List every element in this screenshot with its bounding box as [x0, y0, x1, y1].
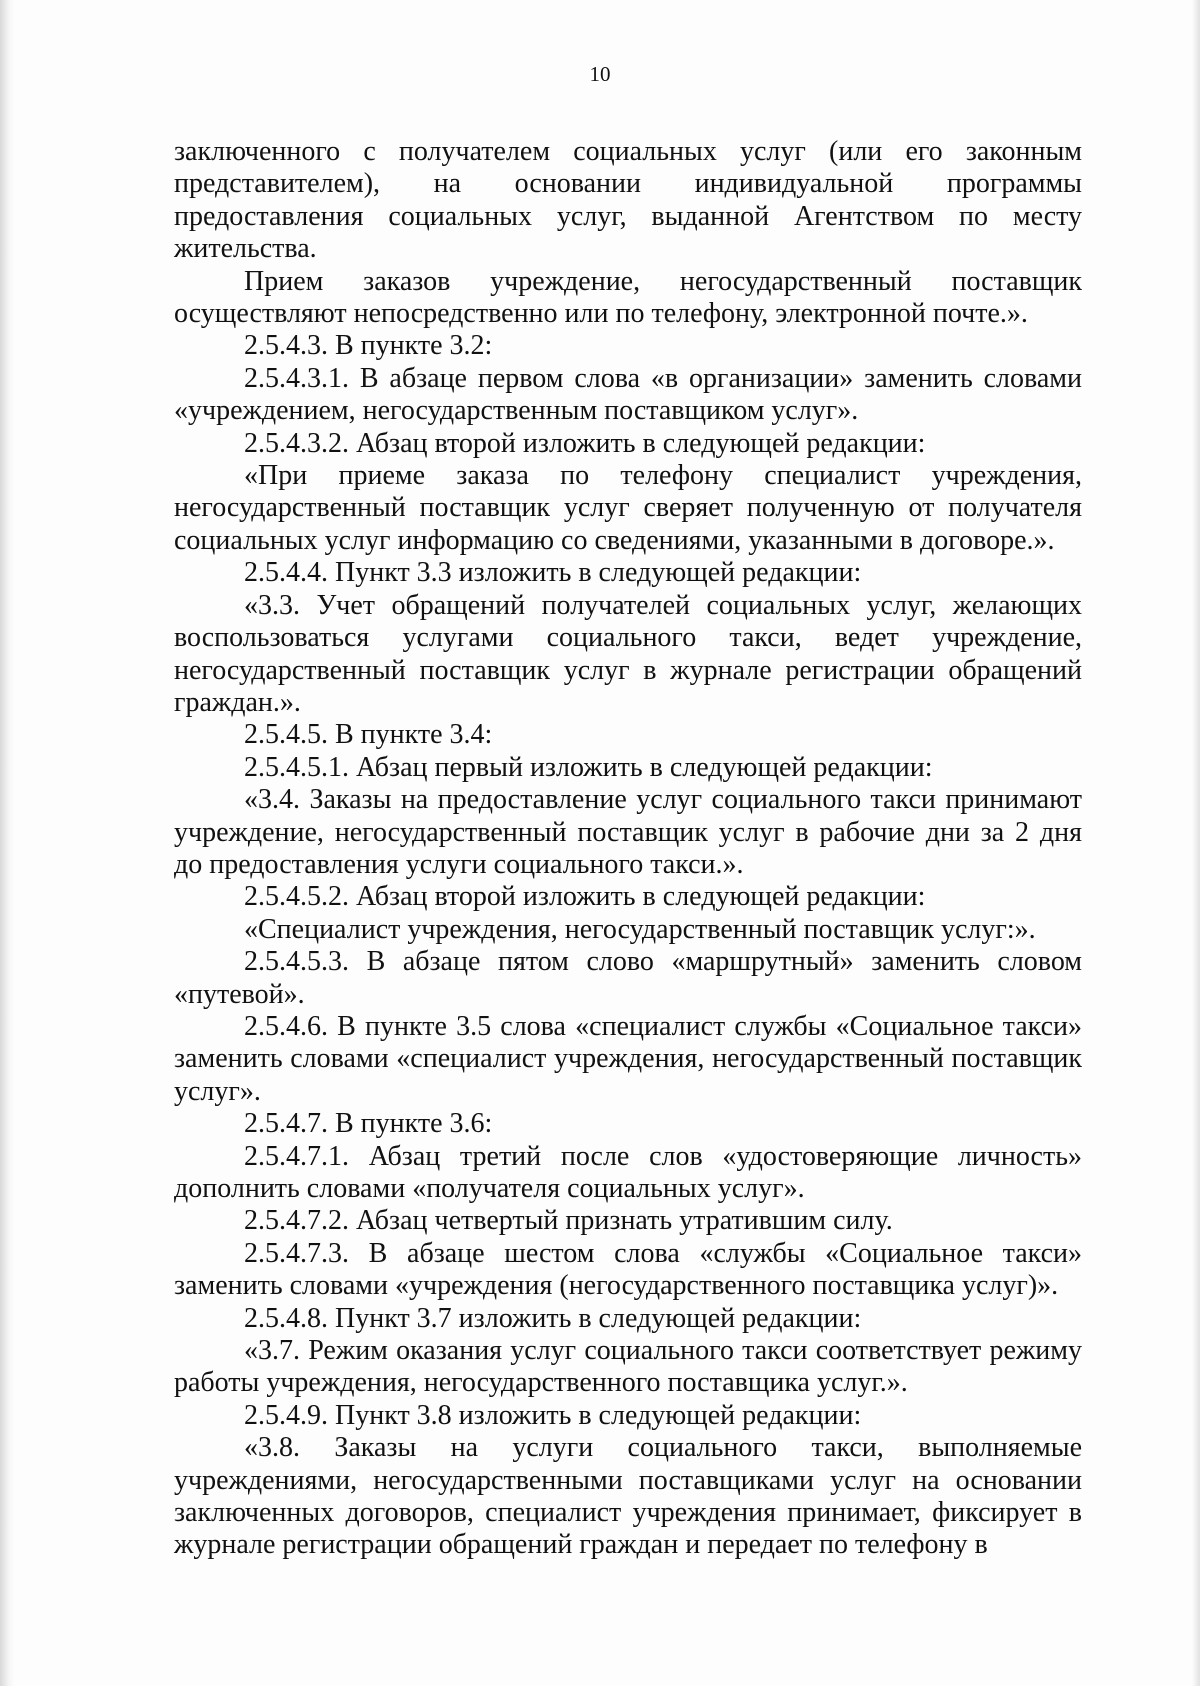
- paragraph: «3.4. Заказы на предоставление услуг социального такси принимают учреждение, негосударственный поставщик услуг в рабочие дни за 2 дня до предоставления услуги социального такси.».: [174, 784, 1082, 880]
- paragraph: заключенного с получателем социальных услуг (или его законным представителем), на основании индивидуальной программы предоставления социальных услуг, выданной Агентством по месту жительства.: [174, 136, 1082, 265]
- paragraph: 2.5.4.3.2. Абзац второй изложить в следующей редакции:: [244, 427, 926, 459]
- paragraph: 2.5.4.5.2. Абзац второй изложить в следующей редакции:: [244, 881, 926, 913]
- paragraph: 2.5.4.7. В пункте 3.6:: [244, 1108, 493, 1140]
- paragraph: «3.8. Заказы на услуги социального такси, выполняемые учреждениями, негосударственными поставщиками услуг на основании заключенных договоров, специалист учреждения принимает, фиксирует в журнале регистрации обращений граждан и передает по телефону в: [174, 1432, 1082, 1561]
- document-body: [174, 136, 1082, 1562]
- paragraph: 2.5.4.5.1. Абзац первый изложить в следующей редакции:: [244, 751, 933, 783]
- paragraph: 2.5.4.3. В пункте 3.2:: [244, 330, 493, 362]
- paragraph: 2.5.4.5. В пункте 3.4:: [244, 719, 493, 751]
- paragraph: 2.5.4.9. Пункт 3.8 изложить в следующей редакции:: [244, 1399, 862, 1431]
- paragraph: 2.5.4.7.1. Абзац третий после слов «удостоверяющие личность» дополнить словами «получателя социальных услуг».: [174, 1140, 1082, 1204]
- paragraph: 2.5.4.4. Пункт 3.3 изложить в следующей редакции:: [244, 557, 862, 589]
- paragraph: 2.5.4.7.2. Абзац четвертый признать утратившим силу.: [244, 1205, 893, 1237]
- paragraph: «3.3. Учет обращений получателей социальных услуг, желающих воспользоваться услугами социального такси, ведет учреждение, негосударственный поставщик услуг в журнале регистрации обращений граждан.».: [174, 589, 1082, 718]
- paragraph: 2.5.4.8. Пункт 3.7 изложить в следующей редакции:: [244, 1302, 862, 1334]
- paragraph: 2.5.4.7.3. В абзаце шестом слова «службы «Социальное такси» заменить словами «учреждения (негосударственного поставщика услуг)».: [174, 1237, 1082, 1302]
- page-number: 10: [589, 62, 611, 86]
- scan-edge-left: [0, 0, 14, 1686]
- paragraph: 2.5.4.6. В пункте 3.5 слова «специалист службы «Социальное такси» заменить словами «специалист учреждения, негосударственный поставщик услуг».: [174, 1010, 1082, 1107]
- paragraph: 2.5.4.3.1. В абзаце первом слова «в организации» заменить словами «учреждением, негосударственным поставщиком услуг».: [174, 362, 1082, 427]
- paragraph: «3.7. Режим оказания услуг социального такси соответствует режиму работы учреждения, негосударственного поставщика услуг.».: [174, 1335, 1082, 1399]
- paragraph: «При приеме заказа по телефону специалист учреждения, негосударственный поставщик услуг сверяет полученную от получателя социальных услуг информацию со сведениями, указанными в договоре.».: [174, 460, 1082, 556]
- scan-edge-right: [1192, 0, 1200, 1686]
- paragraph: Прием заказов учреждение, негосударственный поставщик осуществляют непосредственно или по телефону, электронной почте.».: [174, 265, 1082, 330]
- paragraph: 2.5.4.5.3. В абзаце пятом слово «маршрутный» заменить словом «путевой».: [174, 946, 1082, 1010]
- paragraph: «Специалист учреждения, негосударственный поставщик услуг:».: [244, 913, 1036, 945]
